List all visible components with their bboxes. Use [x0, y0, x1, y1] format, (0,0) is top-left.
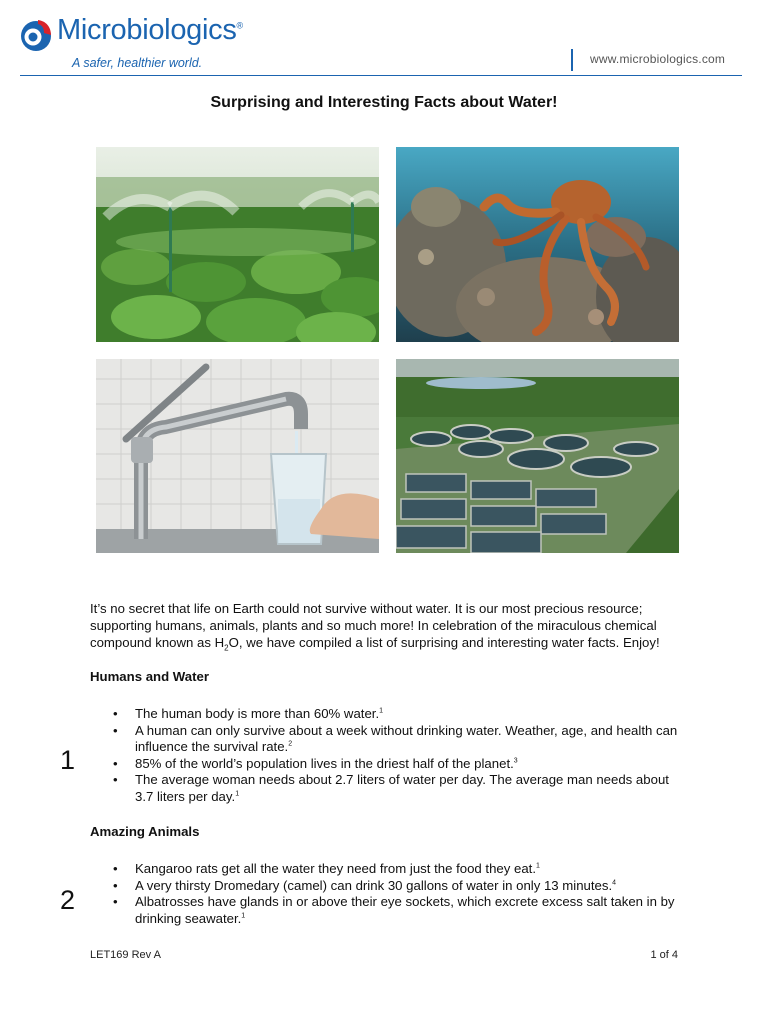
list-item: • Albatrosses have glands in or above their eye sockets, which excrete excess salt taken in by drinking seawater.$^1$: [108, 894, 678, 927]
faucet-glass-photo: [96, 359, 379, 553]
animals-facts-list: [108, 861, 678, 927]
document-title: Surprising and Interesting Facts about Water!: [210, 94, 558, 111]
page-number: 1 of 4: [650, 949, 678, 961]
website-link[interactable]: www.microbiologics.com: [590, 52, 726, 66]
citation: 1: [235, 790, 240, 798]
citation: 1: [241, 912, 246, 920]
brand-name: Microbiologics®: [57, 14, 243, 46]
header-divider: [571, 49, 573, 71]
brand-tagline: A safer, healthier world.: [72, 56, 203, 70]
list-item: • A very thirsty Dromedary (camel) can drink 30 gallons of water in only 13 minutes.$^4$: [108, 878, 678, 895]
header-rule: [20, 75, 742, 76]
citation: 2: [288, 740, 293, 748]
list-item: • A human can only survive about a week without drinking water. Weather, age, and health can influence the survival rate.$^2$: [108, 723, 678, 756]
crop-sprinkler-photo: [96, 147, 379, 342]
microbiologics-logo-icon: [20, 18, 52, 52]
citation: 1: [536, 862, 540, 870]
intro-paragraph: It’s no secret that life on Earth could not survive without water. It is our most precious resource; supporting humans, animals, plants and so much more! In celebration of the miraculous chemical compound known as $H_2O$, we have compiled a list of surprising and interesting water facts. Enjoy!: [90, 601, 660, 653]
h2o-subscript: 2: [224, 643, 229, 653]
citation: 4: [612, 879, 617, 887]
section-number-2: 2: [60, 885, 76, 915]
list-item: • Kangaroo rats get all the water they need from just the food they eat.$^1$: [108, 861, 678, 878]
section-heading-humans: Humans and Water: [90, 669, 209, 684]
section-number-1: 1: [60, 745, 76, 775]
list-item: • 85% of the world’s population lives in the driest half of the planet.$^3$: [108, 756, 678, 773]
citation: 1: [379, 707, 384, 715]
octopus-reef-photo: [396, 147, 679, 342]
list-item: • The average woman needs about 2.7 liters of water per day. The average man needs about 3.7 liters per day.$^1$: [108, 772, 678, 805]
water-treatment-plant-photo: [396, 359, 679, 553]
list-item: • The human body is more than 60% water.$^1$: [108, 706, 678, 723]
section-heading-animals: Amazing Animals: [90, 824, 200, 839]
document-code: LET169 Rev A: [90, 949, 161, 961]
humans-facts-list: [108, 706, 678, 805]
registered-mark: ®: [236, 20, 243, 31]
citation: 3: [513, 757, 518, 765]
